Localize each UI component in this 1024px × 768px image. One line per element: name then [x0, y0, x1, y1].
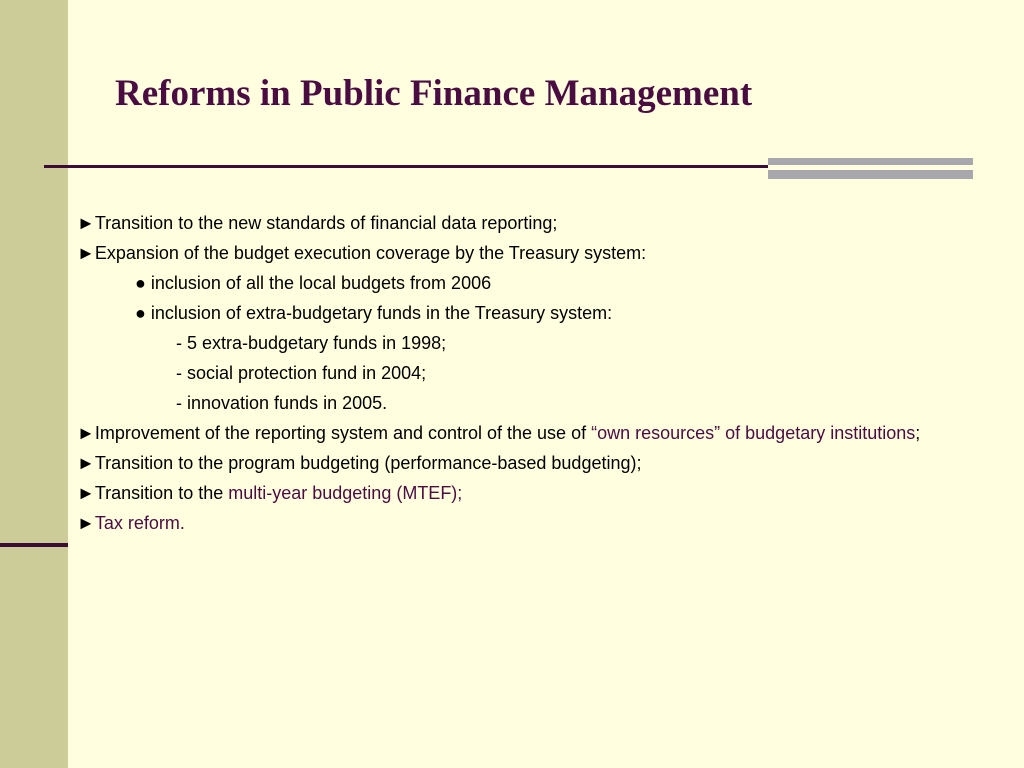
slide-content: [77, 212, 1023, 542]
dot-bullet-icon: ●: [135, 303, 146, 323]
bullet-item: [77, 212, 1023, 234]
bullet-text: Transition to the: [94, 483, 229, 503]
bullet-text: - 5 extra-budgetary funds in 1998;: [176, 333, 447, 353]
bullet-text: Transition to the new standards of financial data reporting;: [94, 213, 558, 233]
sub-sub-item: [77, 392, 1023, 414]
triangle-bullet-icon: ►: [77, 453, 95, 473]
bullet-text: Transition to the program budgeting (performance-based budgeting);: [94, 453, 642, 473]
left-decorative-band: [0, 0, 68, 768]
slide-title: Reforms in Public Finance Management: [115, 73, 753, 114]
bullet-text: Improvement of the reporting system and control of the use of: [94, 423, 592, 443]
bullet-item: [77, 242, 1023, 264]
bullet-item: [77, 422, 1023, 444]
title-underline: [44, 165, 768, 168]
left-accent-line: [0, 543, 68, 547]
dot-bullet-icon: ●: [135, 273, 146, 293]
highlighted-text: multi-year budgeting (MTEF);: [228, 483, 463, 503]
highlighted-text: Tax reform.: [94, 513, 185, 533]
sub-sub-item: [77, 362, 1023, 384]
triangle-bullet-icon: ►: [77, 483, 95, 503]
sub-bullet-item: [77, 302, 1023, 324]
triangle-bullet-icon: ►: [77, 513, 95, 533]
sub-sub-item: [77, 332, 1023, 354]
triangle-bullet-icon: ►: [77, 243, 95, 263]
triangle-bullet-icon: ►: [77, 213, 95, 233]
sub-bullet-item: [77, 272, 1023, 294]
triangle-bullet-icon: ►: [77, 423, 95, 443]
bullet-item: [77, 452, 1023, 474]
bullet-text: - social protection fund in 2004;: [176, 363, 427, 383]
bullet-text: Expansion of the budget execution coverage by the Treasury system:: [94, 243, 647, 263]
bullet-item: [77, 482, 1023, 504]
bullet-item: [77, 512, 1023, 534]
bullet-text: inclusion of extra-budgetary funds in the Treasury system:: [150, 303, 613, 323]
bullet-text-end: ;: [915, 423, 921, 443]
bullet-text: - innovation funds in 2005.: [176, 393, 388, 413]
bullet-text: inclusion of all the local budgets from 2006: [150, 273, 492, 293]
highlighted-text: “own resources” of budgetary institutions: [591, 423, 916, 443]
title-decorative-bar: [768, 158, 973, 179]
